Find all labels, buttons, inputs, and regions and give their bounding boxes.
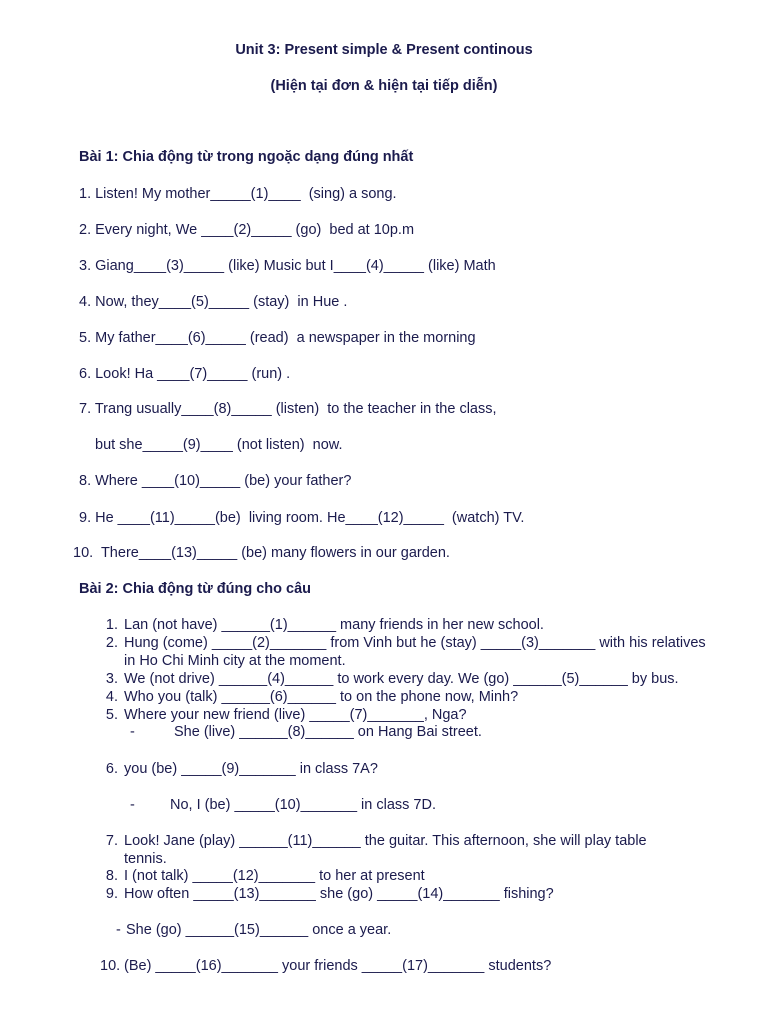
page-title: Unit 3: Present simple & Present continous bbox=[235, 42, 533, 58]
exercise-1-heading: Bài 1: Chia động từ trong ngoặc dạng đúng nhất bbox=[79, 149, 414, 165]
exercise-1-line: but she_____(9)____ (not listen) now. bbox=[95, 437, 343, 453]
exercise-1-line: 9. He ____(11)_____(be) living room. He____(12)_____ (watch) TV. bbox=[79, 510, 525, 526]
exercise-1-line: 5. My father____(6)_____ (read) a newspaper in the morning bbox=[79, 330, 476, 346]
exercise-1-line: 1. Listen! My mother_____(1)____ (sing) a song. bbox=[79, 186, 397, 202]
exercise-1-line: 8. Where ____(10)_____ (be) your father? bbox=[79, 473, 352, 489]
exercise-1-line: 10. There____(13)_____ (be) many flowers in our garden. bbox=[73, 545, 450, 561]
exercise-1-line: 3. Giang____(3)_____ (like) Music but I____(4)_____ (like) Math bbox=[79, 258, 496, 274]
exercise-1-line: 2. Every night, We ____(2)_____ (go) bed at 10p.m bbox=[79, 222, 415, 238]
exercise-1-line: 7. Trang usually____(8)_____ (listen) to the teacher in the class, bbox=[79, 401, 497, 417]
exercise-1-line: 6. Look! Ha ____(7)_____ (run) . bbox=[79, 366, 291, 382]
exercise-1-line: 4. Now, they____(5)_____ (stay) in Hue . bbox=[79, 294, 348, 310]
exercise-2-heading: Bài 2: Chia động từ đúng cho câu bbox=[79, 581, 312, 597]
page-subtitle: (Hiện tại đơn & hiện tại tiếp diễn) bbox=[270, 78, 498, 94]
